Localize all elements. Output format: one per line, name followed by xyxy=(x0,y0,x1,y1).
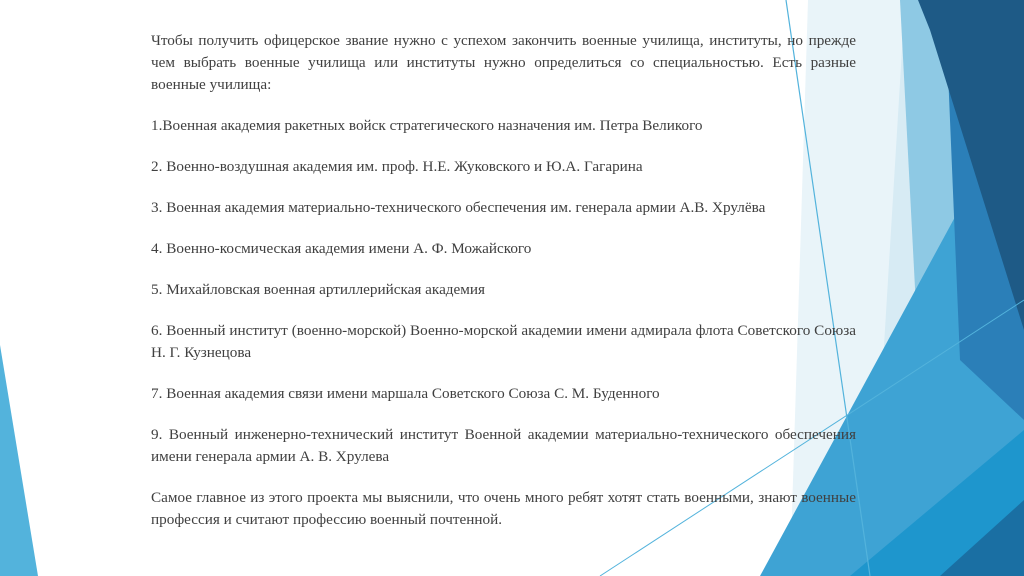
list-item: 7. Военная академия связи имени маршала Советского Союза С. М. Буденного xyxy=(151,385,660,402)
list-item: 5. Михайловская военная артиллерийская академия xyxy=(151,281,485,298)
conclusion-paragraph: Самое главное из этого проекта мы выяснили, что очень много ребят хотят стать военными, знают военные профессия и считают профессию военный почтенной. xyxy=(151,489,856,528)
intro-paragraph: Чтобы получить офицерское звание нужно с успехом закончить военные училища, институты, но прежде чем выбрать военные училища или институты нужно определиться со специальностью. Есть разные военные училища: xyxy=(151,32,856,93)
slide-content xyxy=(151,30,856,550)
list-item: 2. Военно-воздушная академия им. проф. Н.Е. Жуковского и Ю.А. Гагарина xyxy=(151,158,643,175)
list-item: 1.Военная академия ракетных войск стратегического назначения им. Петра Великого xyxy=(151,117,703,134)
list-item: 4. Военно-космическая академия имени А. Ф. Можайского xyxy=(151,240,532,257)
list-item: 3. Военная академия материально-технического обеспечения им. генерала армии А.В. Хрулёва xyxy=(151,199,766,216)
left-triangle xyxy=(0,345,38,576)
list-item: 6. Военный институт (военно-морской) Военно-морской академии имени адмирала флота Советского Союза Н. Г. Кузнецова xyxy=(151,322,856,361)
list-item: 9. Военный инженерно-технический институт Военной академии материально-технического обеспечения имени генерала армии А. В. Хрулева xyxy=(151,426,856,465)
